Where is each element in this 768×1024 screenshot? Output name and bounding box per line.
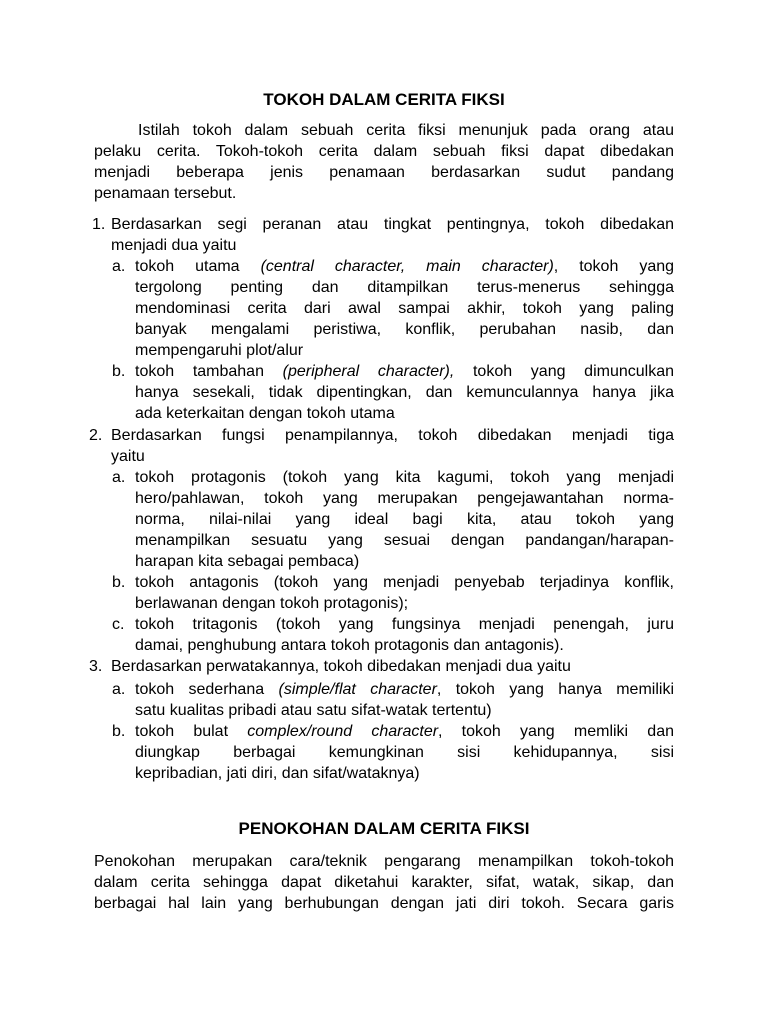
sub-list-line: berlawanan dengan tokoh protagonis); — [135, 595, 409, 612]
sub-list-line: hanya sesekali, tidak dipentingkan, dan kemunculannya hanya jika — [135, 384, 674, 401]
section-title: TOKOH DALAM CERITA FIKSI — [263, 90, 505, 109]
list-line: menjadi dua yaitu — [111, 237, 237, 254]
sub-list-line: tokoh tritagonis (tokoh yang fungsinya menjadi penengah, juru — [135, 616, 674, 633]
sub-list-line: tokoh sederhana (simple/flat character, tokoh yang hanya memiliki — [135, 681, 674, 698]
sub-list-letter: b. — [112, 574, 126, 591]
paragraph-line: pelaku cerita. Tokoh-tokoh cerita dalam sebuah fiksi dapat dibedakan — [94, 143, 674, 160]
list-number: 2. — [89, 427, 103, 444]
section-title: PENOKOHAN DALAM CERITA FIKSI — [238, 819, 530, 838]
sub-list-line: ada keterkaitan dengan tokoh utama — [135, 405, 395, 422]
italic-term: (central character, main character) — [260, 258, 554, 275]
italic-term: (simple/flat character — [278, 681, 437, 698]
sub-list-line: satu kualitas pribadi atau satu sifat-watak tertentu) — [135, 702, 492, 719]
list-number: 1. — [92, 216, 106, 233]
sub-list-letter: b. — [112, 723, 126, 740]
paragraph-line: Penokohan merupakan cara/teknik pengarang menampilkan tokoh-tokoh — [94, 853, 674, 870]
sub-list-line: damai, penghubung antara tokoh protagonis dan antagonis). — [135, 637, 564, 654]
sub-list-letter: a. — [112, 681, 126, 698]
sub-list-letter: a. — [112, 469, 126, 486]
sub-list-line: diungkap berbagai kemungkinan sisi kehidupannya, sisi — [135, 744, 674, 761]
list-number: 3. — [89, 658, 103, 675]
sub-list-line: tokoh antagonis (tokoh yang menjadi penyebab terjadinya konflik, — [135, 574, 674, 591]
sub-list-line: mendominasi cerita dari awal sampai akhir, tokoh yang paling — [135, 300, 674, 317]
sub-list-line: harapan kita sebagai pembaca) — [135, 553, 360, 570]
list-line: Berdasarkan segi peranan atau tingkat pentingnya, tokoh dibedakan — [111, 216, 674, 233]
list-line: yaitu — [111, 448, 145, 465]
sub-list-line: kepribadian, jati diri, dan sifat/wataknya) — [135, 765, 420, 782]
sub-list-line: tokoh tambahan (peripheral character), tokoh yang dimunculkan — [135, 363, 675, 380]
sub-list-line: tokoh protagonis (tokoh yang kita kagumi, tokoh yang menjadi — [135, 469, 674, 486]
sub-list-line: tokoh utama (central character, main character), tokoh yang — [135, 258, 675, 275]
italic-term: (peripheral character), — [282, 363, 455, 380]
list-line: Berdasarkan perwatakannya, tokoh dibedakan menjadi dua yaitu — [111, 658, 571, 675]
paragraph-line: penamaan tersebut. — [94, 185, 237, 202]
list-line: Berdasarkan fungsi penampilannya, tokoh dibedakan menjadi tiga — [111, 427, 674, 444]
sub-list-letter: c. — [112, 616, 125, 633]
sub-list-line: hero/pahlawan, tokoh yang merupakan pengejawantahan norma- — [135, 490, 674, 507]
paragraph-line: menjadi beberapa jenis penamaan berdasarkan sudut pandang — [94, 164, 674, 181]
sub-list-line: mempengaruhi plot/alur — [135, 342, 304, 359]
italic-term: complex/round character — [247, 723, 439, 740]
paragraph-line: dalam cerita sehingga dapat diketahui karakter, sifat, watak, sikap, dan — [94, 874, 674, 891]
sub-list-letter: a. — [112, 258, 126, 275]
sub-list-line: banyak mengalami peristiwa, konflik, perubahan nasib, dan — [135, 321, 674, 338]
sub-list-line: tokoh bulat complex/round character, tokoh yang memliki dan — [135, 723, 674, 740]
sub-list-line: tergolong penting dan ditampilkan terus-menerus sehingga — [135, 279, 674, 296]
paragraph-line: berbagai hal lain yang berhubungan dengan jati diri tokoh. Secara garis — [94, 895, 674, 912]
sub-list-line: menampilkan sesuatu yang sesuai dengan pandangan/harapan- — [135, 532, 674, 549]
sub-list-line: norma, nilai-nilai yang ideal bagi kita, atau tokoh yang — [135, 511, 674, 528]
sub-list-letter: b. — [112, 363, 126, 380]
paragraph-line: Istilah tokoh dalam sebuah cerita fiksi menunjuk pada orang atau — [138, 122, 674, 139]
